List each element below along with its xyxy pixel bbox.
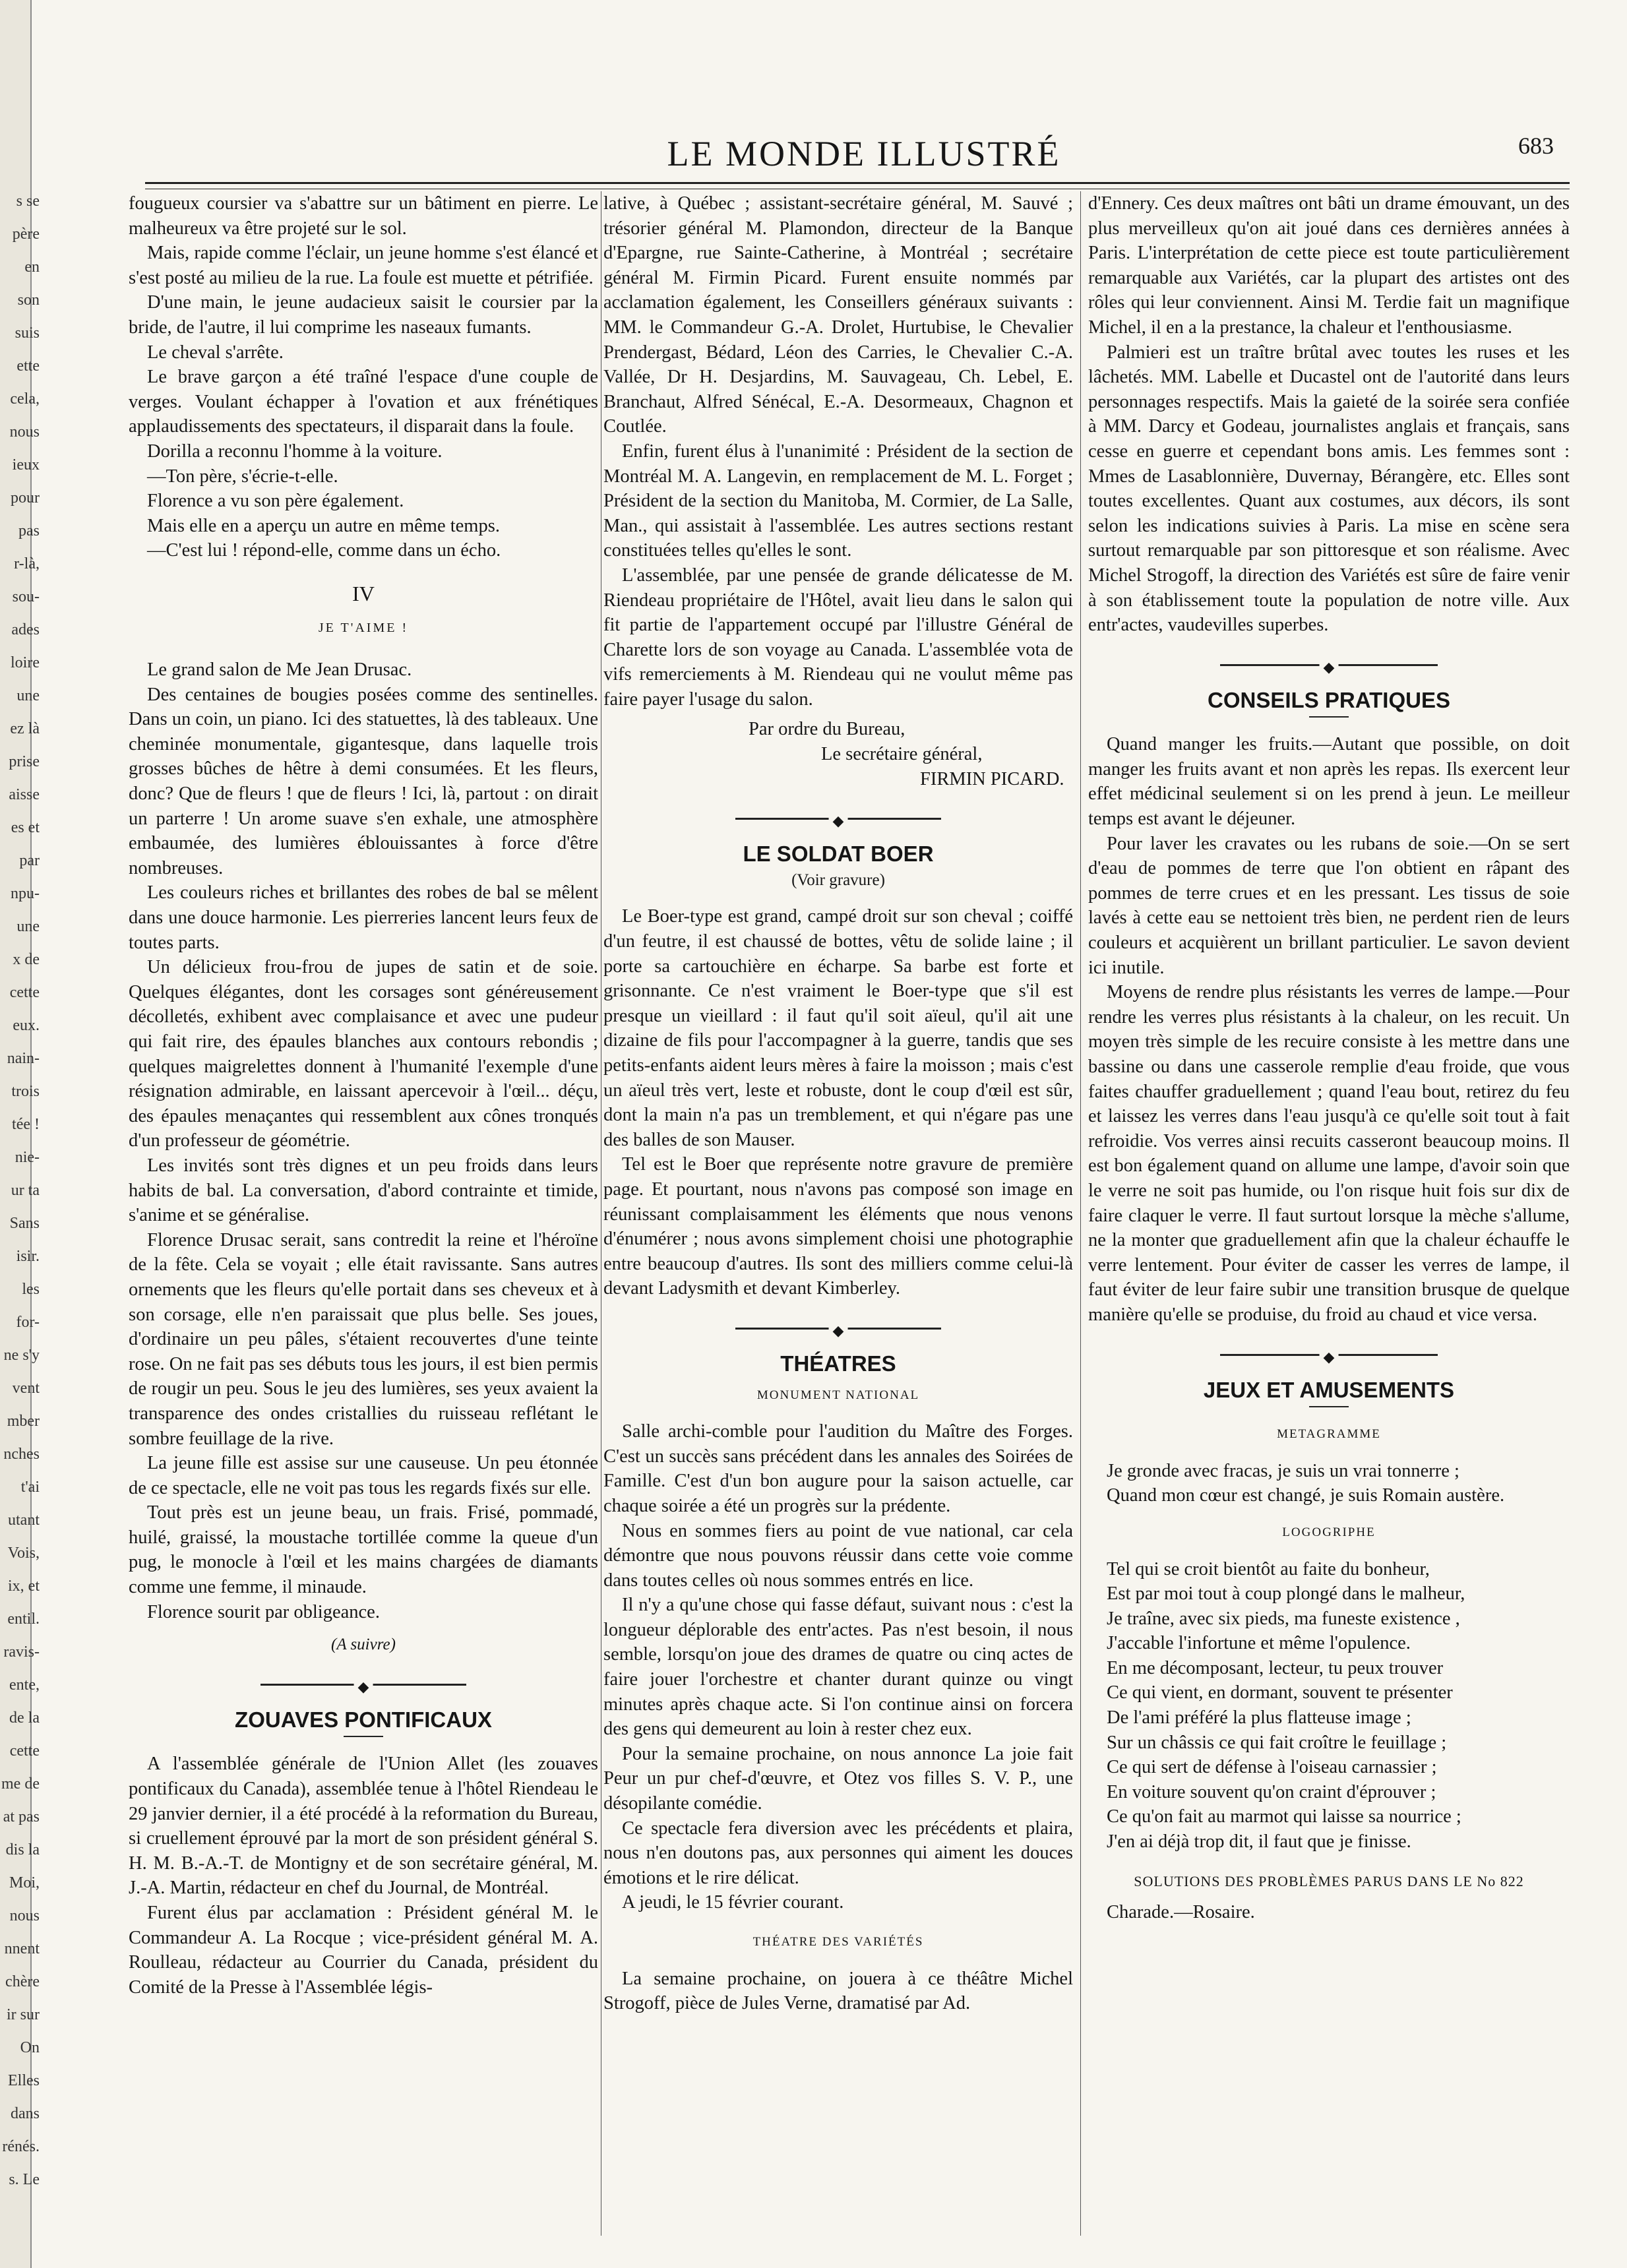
verse-line: J'accable l'infortune et même l'opulence. <box>1107 1633 1411 1654</box>
verse-line: En voiture souvent qu'on craint d'éprouver ; <box>1107 1781 1436 1802</box>
page-number: 683 <box>1518 133 1554 159</box>
monument-national-article <box>603 1419 1073 1915</box>
chapter-body <box>129 658 598 1624</box>
adjacent-page-fragment: pas <box>18 522 40 539</box>
adjacent-page-fragment: s. Le <box>9 2171 40 2188</box>
adjacent-page-fragment: loire <box>11 654 40 671</box>
paragraph: L'assemblée, par une pensée de grande délicatesse de M. Riendeau propriétaire de l'Hôtel, avait lieu dans le salon qui fit partie de l'appartement occupé par l'illustre Général de Charette lors de son voyage au Canada. L'assemblée vota de vifs remerciements à M. Riendeau qui ne voulut même pas faire payer l'usage du salon. <box>603 565 1073 710</box>
adjacent-page-fragment: une <box>16 918 40 935</box>
to-follow-note: (A suivre) <box>331 1636 396 1654</box>
adjacent-page-fragment: cette <box>9 984 40 1001</box>
paragraph: Tel est le Boer que représente notre gravure de première page. Et pourtant, nous n'avons pas composé son image en réunissant complaisamment les éléments que nous venons d'énumérer ; nous avons simplement choisi une photographie entre beaucoup d'autres. Ils sont des milliers comme celui-là devant Ladysmith et devant Kimberley. <box>603 1154 1073 1299</box>
zouaves-article-more <box>603 439 1073 712</box>
adjacent-page-fragment: ix, et <box>8 1578 40 1595</box>
adjacent-page-fragment: isir. <box>16 1248 40 1265</box>
paragraph: Dorilla a reconnu l'homme à la voiture. <box>147 441 443 462</box>
adjacent-page-fragment: for- <box>16 1314 40 1331</box>
jeux-heading: JEUX ET AMUSEMENTS <box>1203 1377 1455 1402</box>
adjacent-page-fragment: at pas <box>3 1808 40 1825</box>
adjacent-page-fragment: ades <box>11 621 40 638</box>
paragraph: —Ton père, s'écrie-t-elle. <box>147 466 338 487</box>
adjacent-page-fragment: Elles <box>8 2072 40 2089</box>
adjacent-page-fragment: entil. <box>7 1610 40 1628</box>
paragraph: d'Ennery. Ces deux maîtres ont bâti un drame émouvant, un des plus merveilleux qu'on ait joué dans ces dernières années à Paris. L'interprétation de cette piece est toute particulièrement remarquable aux Variétés, car la plupart des artistes ont des rôles qui leur conviennent. Ainsi M. Terdie fait un magnifique Michel, il en a la prestance, la chaleur et l'enthousiasme. <box>1088 193 1570 338</box>
paragraph: Palmieri est un traître brûtal avec toutes les ruses et les lâchetés. MM. Labelle et Ducastel ont de l'autorité dans leurs personnages respectifs. Mais la gaieté de la soirée sera confiée à MM. Darcy et Godeau, journalistes anglais et français, sans cesse en guerre et cependant bons amis. Les femmes sont : Mmes de Lasablonnière, Duvernay, Bérangère, etc. Elles sont toutes excellentes. Quant aux costumes, aux décors, ils sont selon les indications suivies à Paris. La mise en scène sera surtout remarquable par son pittoresque et son réalisme. Avec Michel Strogoff, la direction des Variétés est sûre de faire venir à son établissement toute la population de notre ville. Aux entr'actes, vaudevilles superbes. <box>1088 342 1570 636</box>
adjacent-page-fragment: nain- <box>7 1050 40 1067</box>
zouaves-heading: ZOUAVES PONTIFICAUX <box>235 1707 492 1732</box>
column-3 <box>1088 191 1570 1925</box>
theatres-heading: THÉATRES <box>780 1351 896 1376</box>
paragraph: Un délicieux frou-frou de jupes de satin et de soie. Quelques élégantes, dont les corsages sont généreusement décolletés, exhibent avec complaisance et avec une pudeur qui fait rire, des épaules blanches aux contours rebondis ; quelques maigrelettes donnent à l'humanité l'exemple d'une résignation admirable, en laissant apercevoir à l'œil... déçu, des épaules menaçantes qui ressemblent aux cônes tronqués d'un professeur de géométrie. <box>129 957 598 1151</box>
solutions-heading: SOLUTIONS DES PROBLÈMES PARUS DANS LE No 822 <box>1134 1872 1524 1889</box>
adjacent-page-fragment: pour <box>11 489 40 506</box>
adjacent-page-fragment: s se <box>16 193 40 210</box>
paragraph: Ce spectacle fera diversion avec les précédents et plaira, nous n'en doutons pas, aux personnes qui aiment les douces émotions et le rire délicat. <box>603 1818 1073 1888</box>
adjacent-page-fragment: ravis- <box>3 1643 40 1661</box>
solutions-list <box>1088 1900 1570 1925</box>
section-ornament <box>1088 658 1570 672</box>
verse-line: Tel qui se croit bientôt au faite du bonheur, <box>1107 1558 1430 1579</box>
conseils-article <box>1088 732 1570 1327</box>
adjacent-page-fragment: cette <box>9 1742 40 1760</box>
verse-line: Je traîne, avec six pieds, ma funeste existence , <box>1107 1608 1460 1629</box>
adjacent-page-fragment: On <box>20 2039 40 2056</box>
adjacent-page-fragment: cela, <box>10 390 40 408</box>
paragraph: Le grand salon de Me Jean Drusac. <box>147 659 412 681</box>
paragraph: Florence a vu son père également. <box>147 491 404 512</box>
paragraph: Quand manger les fruits.—Autant que possible, on doit manger les fruits avant et non après les repas. Ils exercent leur effet médicinal seulement si on les prend à jeun. Le meilleur temps est avant le déjeuner. <box>1088 734 1570 830</box>
paragraph: lative, à Québec ; assistant-secrétaire général, M. Sauvé ; trésorier général M. Plamondon, directeur de la Banque d'Epargne, rue Sainte-Catherine, à Montréal ; secrétaire général M. Firmin Picard. Furent ensuite nommés par acclamation également, les Conseillers généraux suivants : MM. le Commandeur G.-A. Drolet, Hurtubise, le Chevalier Prendergast, Bédard, Léon des Carries, le Chevalier C.-A. Vallée, Dr H. Desjardins, M. Sauvageau, Ch. Lebel, E. Branchaut, Alfred Sénécal, E.-A. Desormeaux, Chagnon et Coutlée. <box>603 193 1073 437</box>
adjacent-page-fragment: me de <box>1 1775 40 1793</box>
verse-line: Charade.—Rosaire. <box>1107 1902 1255 1923</box>
paragraph: Florence sourit par obligeance. <box>147 1601 380 1622</box>
signature-name: FIRMIN PICARD. <box>920 768 1064 789</box>
adjacent-page-fragment: es et <box>11 819 40 836</box>
adjacent-page-fragment: Sans <box>9 1215 40 1232</box>
varietes-article-more <box>1088 340 1570 638</box>
adjacent-page-fragment: nches <box>3 1446 40 1463</box>
adjacent-page-fragment: trois <box>11 1083 40 1100</box>
adjacent-page-fragment: ez là <box>10 720 40 737</box>
adjacent-page-fragment: ur ta <box>11 1182 40 1199</box>
adjacent-page-fragment: Vois, <box>7 1545 40 1562</box>
adjacent-page-fragment: npu- <box>11 885 40 902</box>
adjacent-page-fragment: suis <box>15 324 40 342</box>
adjacent-page-fragment: rénés. <box>2 2138 40 2155</box>
zouaves-article-continued <box>603 191 1073 439</box>
section-ornament <box>129 1677 598 1692</box>
paragraph: A l'assemblée générale de l'Union Allet (les zouaves pontificaux du Canada), assemblée tenue à l'hôtel Riendeau le 29 janvier dernier, il a été procédé à la reformation du Bureau, si cruellement éprouvé par la mort de son président général S. H. M. B.-A.-T. de Montigny et de son secrétaire général, M. J.-A. Martin, rédacteur en chef du Journal, de Montréal. <box>129 1754 598 1899</box>
heading-underline <box>1309 716 1349 718</box>
monument-national-heading: MONUMENT NATIONAL <box>756 1388 920 1402</box>
varietes-article-continued <box>1088 191 1570 340</box>
boer-article <box>603 904 1073 1301</box>
verse-line: De l'ami préféré la plus flatteuse image ; <box>1107 1707 1411 1729</box>
adjacent-page-fragment: ette <box>16 357 40 375</box>
paragraph: Furent élus par acclamation : Président général M. le Commandeur A. La Rocque ; vice-président général M. A. Roulleau, rédacteur au Courrier du Canada, président du Comité de la Presse à l'Assemblée légis- <box>129 1903 598 1998</box>
verse-line: Sur un châssis ce qui fait croître le feuillage ; <box>1107 1732 1447 1753</box>
paragraph: fougueux coursier va s'abattre sur un bâtiment en pierre. Le malheureux va être projeté sur le sol. <box>129 193 598 239</box>
verse-line: Ce qui vient, en dormant, souvent te présenter <box>1107 1682 1453 1703</box>
adjacent-page-fragment: ente, <box>9 1676 40 1694</box>
adjacent-page-fragment: nous <box>9 423 40 441</box>
verse-line: J'en ai déjà trop dit, il faut que je finisse. <box>1107 1831 1411 1853</box>
varietes-article <box>603 1967 1073 2016</box>
verse-line: Je gronde avec fracas, je suis un vrai tonnerre ; <box>1107 1460 1459 1481</box>
paragraph: La semaine prochaine, on jouera à ce théâtre Michel Strogoff, pièce de Jules Verne, dramatisé par Ad. <box>603 1968 1073 2014</box>
adjacent-page-fragment: utant <box>8 1512 40 1529</box>
section-ornament <box>1088 1347 1570 1362</box>
zouaves-article <box>129 1752 598 2000</box>
adjacent-page-fragment: aisse <box>9 786 40 803</box>
adjacent-page-fragment: de la <box>9 1709 40 1727</box>
adjacent-page-fragment: vent <box>12 1380 40 1397</box>
adjacent-page-fragment: ne s'y <box>3 1347 40 1364</box>
verse-line: Ce qu'on fait au marmot qui laisse sa nourrice ; <box>1107 1806 1461 1827</box>
adjacent-page-fragment: r-là, <box>14 555 40 572</box>
column-1 <box>129 191 598 2000</box>
feuilleton-intro <box>129 191 598 563</box>
verse-line: Est par moi tout à coup plongé dans le malheur, <box>1107 1583 1465 1605</box>
paragraph: Les couleurs riches et brillantes des robes de bal se mêlent dans une douce harmonie. Les pierreries lancent leurs feux de toutes parts. <box>129 882 598 953</box>
conseils-heading: CONSEILS PRATIQUES <box>1208 687 1450 712</box>
paragraph: Nous en sommes fiers au point de vue national, car cela démontre que nous pouvons réussir dans cette voie comme dans toutes celles où nous sommes entrés en lice. <box>603 1520 1073 1591</box>
header-rule-thick <box>145 182 1570 184</box>
adjacent-page-fragment: dans <box>11 2105 40 2122</box>
adjacent-page-fragment: son <box>17 291 40 309</box>
adjacent-page-fragment: mber <box>7 1413 40 1430</box>
signature-line: Le secrétaire général, <box>821 744 983 765</box>
verse-line: En me décomposant, lecteur, tu peux trouver <box>1107 1657 1444 1678</box>
signature-line: Par ordre du Bureau, <box>749 719 906 740</box>
adjacent-page-fragment: chère <box>5 1973 40 1990</box>
section-ornament <box>603 811 1073 826</box>
boer-heading: LE SOLDAT BOER <box>743 842 934 867</box>
adjacent-page-fragment: nous <box>9 1907 40 1924</box>
adjacent-page-fragment: dis la <box>5 1841 40 1858</box>
adjacent-page-fragment: nnent <box>4 1940 40 1957</box>
paragraph: Le Boer-type est grand, campé droit sur son cheval ; coiffé d'un feutre, il est chaussé de bottes, vêtu de solide laine ; il porte sa cartouchière en écharpe. Sa barbe est forte et grisonnante. Ce n'est vraiment le Boer-type que s'il est presque un vieillard : il faut qu'il soit aïeul, qu'il ait une dizaine de fils pour l'accompagner à la guerre, tandis que ses petits-enfants aident leurs mères à faire la moisson ; mais c'est un aïeul très vert, leste et robuste, dont le coup d'œil est sûr, dont la main n'a pas un tremblement, et qui n'égare pas une des balles de son Mauser. <box>603 906 1073 1150</box>
paragraph: Il n'y a qu'une chose qui fasse défaut, suivant nous : c'est la longueur déplorable des entr'actes. Pas n'est besoin, il nous semble, lorsqu'on joue des drames de quatre ou cinq actes de faire jouer l'orchestre et chanter durant quinze ou vingt minutes après chaque acte. Si l'on continue ainsi on forcera des gens qui demeurent au loin à rester chez eux. <box>603 1595 1073 1740</box>
section-ornament <box>603 1321 1073 1335</box>
paragraph: Le brave garçon a été traîné l'espace d'une couple de verges. Voulant échapper à l'ovation et aux frénétiques applaudissements des spectateurs, il disparait dans la foule. <box>129 367 598 437</box>
metagramme-verse <box>1088 1459 1570 1508</box>
paragraph: Les invités sont très dignes et un peu froids dans leurs habits de bal. La conversation, d'abord contrainte et timide, s'anime et se généralise. <box>129 1155 598 1226</box>
adjacent-page-fragment: ieux <box>12 456 40 474</box>
paragraph: Pour la semaine prochaine, on nous annonce La joie fait Peur un pur chef-d'œuvre, et Otez vos filles S. V. P., une désopilante comédie. <box>603 1743 1073 1814</box>
masthead-title: LE MONDE ILLUSTRÉ <box>667 134 1061 173</box>
paragraph: Mais elle en a aperçu un autre en même temps. <box>147 515 500 536</box>
paragraph: La jeune fille est assise sur une causeuse. Un peu étonnée de ce spectacle, elle ne voit pas tous les regards fixés sur elle. <box>129 1453 598 1498</box>
boer-caption: (Voir gravure) <box>791 871 885 889</box>
logogriphe-verse <box>1088 1557 1570 1854</box>
heading-underline <box>344 1736 383 1737</box>
paragraph: Des centaines de bougies posées comme des sentinelles. Dans un coin, un piano. Ici des statuettes, là des tableaux. Une cheminée monumentale, gigantesque, dans laquelle trois grosses bûches de hêtre à demi consumées. Et les fleurs, donc? Que de fleurs ! que de fleurs ! Ici, là, partout : on dirait un parterre ! Un arome suave s'en exhale, une atmosphère embaumée, des lumières éblouissantes à force d'être nombreuses. <box>129 684 598 878</box>
adjacent-page-fragment: prise <box>9 753 40 770</box>
paragraph: Pour laver les cravates ou les rubans de soie.—On se sert d'eau de pommes de terre que l'on obtient en râpant des pommes de terre crues et en les pressant. Les tissus de soie lavés à cette eau se nettoient très bien, ne perdent rien de leurs couleurs et acquièrent un brillant particulier. Le savon devient ici inutile. <box>1088 833 1570 978</box>
adjacent-page-fragment: par <box>19 852 40 869</box>
paragraph: Salle archi-comble pour l'audition du Maître des Forges. C'est un succès sans précédent dans les annales des Soirées de Famille. C'est d'un bon augure pour la saison actuelle, car chaque soirée a été un progrès sur la prédente. <box>603 1421 1073 1516</box>
paragraph: Mais, rapide comme l'éclair, un jeune homme s'est élancé et s'est posté au milieu de la rue. La foule est muette et pétrifiée. <box>129 243 598 288</box>
adjacent-page-fragment: ir sur <box>7 2006 40 2023</box>
paragraph: A jeudi, le 15 février courant. <box>622 1892 844 1913</box>
adjacent-page-fragment: Moi, <box>9 1874 40 1891</box>
adjacent-page-fragment: père <box>12 226 40 243</box>
adjacent-page-fragment: x de <box>13 951 40 968</box>
paragraph: D'une main, le jeune audacieux saisit le coursier par la bride, de l'autre, il lui comprime les naseaux fumants. <box>129 292 598 338</box>
metagramme-heading: METAGRAMME <box>1277 1427 1381 1442</box>
signature-block <box>603 717 1073 791</box>
adjacent-page-fragment: en <box>24 259 40 276</box>
paragraph: Enfin, furent élus à l'unanimité : Président de la section de Montréal M. A. Langevin, en remplacement de M. L. Forget ; Président de la section du Manitoba, M. Cormier, de La Salle, Man., qui assistait à l'assemblée. Les autres sections restant constituées telles qu'elles le sont. <box>603 441 1073 561</box>
adjacent-page-fragment: tée ! <box>12 1116 40 1133</box>
heading-underline <box>1309 1406 1349 1407</box>
column-2 <box>603 191 1073 2016</box>
adjacent-page-fragment: eux. <box>13 1017 40 1034</box>
adjacent-page-fragment: sou- <box>12 588 40 605</box>
paragraph: Le cheval s'arrête. <box>147 342 284 363</box>
paragraph: Moyens de rendre plus résistants les verres de lampe.—Pour rendre les verres plus résistants à la chaleur, on les recuit. Un moyen très simple de les recuire consiste à les mettre dans une bassine ou dans une casserole remplie d'eau froide, que vous faites chauffer graduellement ; quand l'eau bout, retirez du feu et laissez les verres dans l'eau jusqu'à ce qu'elle soit tout à fait refroidie. Vos verres ainsi recuits casseront beaucoup moins. Il est bon également quand on allume une lampe, d'avoir soin que le verre ne soit pas humide, ou l'on risque huit fois sur dix de faire claquer le verre. Il faut surtout lorsque la mèche s'allume, ne la monter que graduellement afin que la chaleur échauffe le verre lentement. Pour éviter de casser les verres de lampe, il faut éviter de leur faire subir une transition brusque de quelque manière qu'elle se produise, du froid au chaud et vice versa. <box>1088 982 1570 1325</box>
paragraph: —C'est lui ! répond-elle, comme dans un écho. <box>147 540 501 561</box>
paragraph: Tout près est un jeune beau, un frais. Frisé, pommadé, huilé, graissé, la moustache tortillée comme la queue d'un pug, le monocle à l'œil et les mains chargées de diamants comme une femme, il minaude. <box>129 1502 598 1598</box>
chapter-title: JE T'AIME ! <box>318 620 409 635</box>
varietes-heading: THÉATRE DES VARIÉTÉS <box>752 1935 924 1949</box>
chapter-number: IV <box>352 581 375 605</box>
adjacent-page-fragment: les <box>22 1281 40 1298</box>
adjacent-page-fragment: t'ai <box>20 1479 40 1496</box>
logogriphe-heading: LOGOGRIPHE <box>1282 1525 1376 1539</box>
adjacent-page-fragment: nie- <box>15 1149 40 1166</box>
column-divider <box>1080 191 1081 2236</box>
adjacent-page-fragment: une <box>16 687 40 704</box>
verse-line: Ce qui sert de défense à l'oiseau carnassier ; <box>1107 1757 1437 1778</box>
paragraph: Florence Drusac serait, sans contredit la reine et l'héroïne de la fête. Cela se voyait ; elle était ravissante. Sans autres ornements que les fleurs qu'elle portait dans ses cheveux et à son corsage, elle n'en paraissait que plus belle. Ses joues, d'ordinaire un peu pâles, s'étaient recouvertes d'une teinte rose. On ne fait pas ses débuts tous les jours, il est bien permis de rougir un peu. Sous le jeu des lumières, ses yeux avaient la transparence des ondes cristallies du ruisseau reflétant le sombre feuillage de la rive. <box>129 1229 598 1449</box>
verse-line: Quand mon cœur est changé, je suis Romain austère. <box>1107 1485 1505 1506</box>
